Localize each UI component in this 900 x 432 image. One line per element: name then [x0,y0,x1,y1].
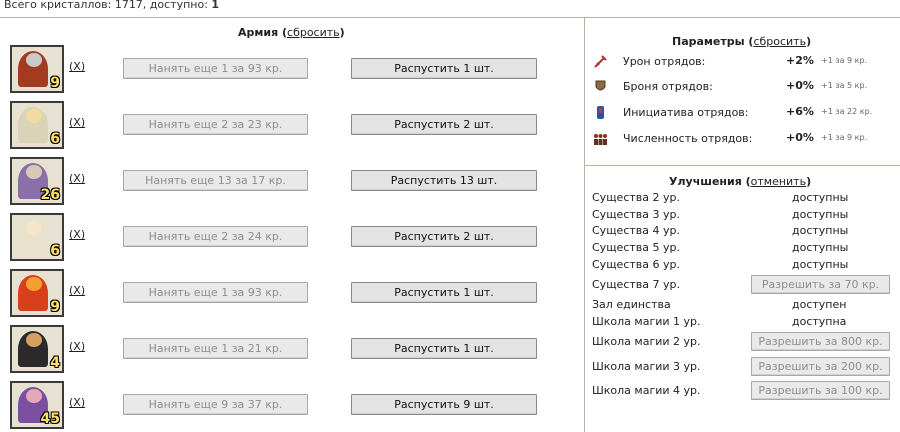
dismiss-button[interactable]: Распустить 9 шт. [351,394,537,415]
unit-row [0,269,584,319]
unit-row [0,101,584,151]
param-row-armor[interactable] [593,77,898,97]
upgrade-label: Существа 2 ур. [592,191,680,204]
hire-button[interactable]: Нанять еще 1 за 93 кр. [123,282,308,303]
upgrade-label: Школа магии 4 ур. [592,384,701,397]
dismiss-button[interactable]: Распустить 1 шт. [351,282,537,303]
crystals-available: 1 [211,0,220,11]
army-title-text: Армия [238,26,279,39]
unit-portrait[interactable] [10,45,64,93]
params-reset-link[interactable]: сбросить [753,35,807,48]
upgrade-row [592,191,897,207]
dismiss-button[interactable]: Распустить 1 шт. [351,58,537,79]
right-panel-divider [585,165,900,166]
param-row-damage[interactable] [593,52,898,72]
upgrade-row [592,335,897,351]
param-label: Численность отрядов: [623,132,753,145]
upgrade-label: Школа магии 2 ур. [592,335,701,348]
remove-unit-link[interactable]: (X) [69,340,86,353]
param-cost: +1 за 9 кр. [821,133,868,142]
unit-portrait[interactable] [10,213,64,261]
upgrade-row [592,315,897,331]
crystals-summary [4,0,219,12]
unit-count: 26 [40,187,60,203]
unit-portrait[interactable] [10,381,64,429]
column-divider [584,17,585,432]
upgrade-label: Школа магии 1 ур. [592,315,701,328]
param-row-numbers[interactable] [593,129,898,149]
upgrade-label: Зал единства [592,298,671,311]
param-row-initiative[interactable] [593,103,898,123]
upgrade-row [592,384,897,400]
hire-button[interactable]: Нанять еще 1 за 93 кр. [123,58,308,79]
upgrade-row [592,298,897,314]
unit-row [0,157,584,207]
dismiss-button[interactable]: Распустить 1 шт. [351,338,537,359]
param-cost: +1 за 9 кр. [821,56,868,65]
unit-portrait[interactable] [10,101,64,149]
param-cost: +1 за 5 кр. [821,81,868,90]
upgrade-row [592,241,897,257]
upgrade-row [592,278,897,294]
unit-row [0,325,584,375]
unit-portrait[interactable] [10,157,64,205]
unit-row [0,381,584,431]
unit-portrait[interactable] [10,325,64,373]
remove-unit-link[interactable]: (X) [69,228,86,241]
remove-unit-link[interactable]: (X) [69,396,86,409]
unit-count: 4 [50,355,60,371]
dismiss-button[interactable]: Распустить 2 шт. [351,114,537,135]
param-value: +2% [786,54,814,67]
remove-unit-link[interactable]: (X) [69,172,86,185]
remove-unit-link[interactable]: (X) [69,60,86,73]
unlock-button[interactable]: Разрешить за 100 кр. [751,381,890,400]
header-divider [0,17,900,18]
upgrade-label: Школа магии 3 ур. [592,360,701,373]
numbers-icon [593,131,608,146]
upgrade-label: Существа 5 ур. [592,241,680,254]
param-cost: +1 за 22 кр. [821,107,873,116]
param-label: Инициатива отрядов: [623,106,749,119]
params-title-text: Параметры [672,35,745,48]
hire-button[interactable]: Нанять еще 2 за 24 кр. [123,226,308,247]
upgrades-cancel-link[interactable]: отменить [750,175,807,188]
upgrade-label: Существа 4 ур. [592,224,680,237]
remove-unit-link[interactable]: (X) [69,116,86,129]
army-reset-link[interactable]: сбросить [287,26,340,39]
unlock-button[interactable]: Разрешить за 70 кр. [751,275,890,294]
params-title: Параметры (сбросить) [672,35,812,48]
remove-unit-link[interactable]: (X) [69,284,86,297]
param-value: +0% [786,79,814,92]
unit-count: 6 [50,243,60,259]
damage-icon [593,54,608,69]
unlock-button[interactable]: Разрешить за 200 кр. [751,357,890,376]
param-label: Урон отрядов: [623,55,706,68]
unit-row [0,213,584,263]
hire-button[interactable]: Нанять еще 9 за 37 кр. [123,394,308,415]
upgrade-status: доступны [792,241,849,254]
unlock-button[interactable]: Разрешить за 800 кр. [751,332,890,351]
dismiss-button[interactable]: Распустить 13 шт. [351,170,537,191]
unit-count: 6 [50,131,60,147]
upgrade-row [592,224,897,240]
param-value: +0% [786,131,814,144]
unit-portrait[interactable] [10,269,64,317]
upgrade-status: доступны [792,224,849,237]
upgrade-label: Существа 3 ур. [592,208,680,221]
unit-row [0,45,584,95]
unit-count: 9 [50,75,60,91]
unit-count: 45 [40,411,60,427]
upgrade-status: доступны [792,258,849,271]
upgrade-row [592,360,897,376]
upgrade-row [592,258,897,274]
upgrade-status: доступен [792,298,847,311]
upgrades-title-text: Улучшения [669,175,742,188]
hire-button[interactable]: Нанять еще 2 за 23 кр. [123,114,308,135]
unit-count: 9 [50,299,60,315]
upgrade-label: Существа 7 ур. [592,278,680,291]
param-value: +6% [786,105,814,118]
upgrade-status: доступны [792,208,849,221]
hire-button[interactable]: Нанять еще 1 за 21 кр. [123,338,308,359]
upgrade-status: доступна [792,315,847,328]
army-title: Армия (сбросить) [238,26,345,39]
upgrade-label: Существа 6 ур. [592,258,680,271]
upgrades-title: Улучшения (отменить) [669,175,812,188]
initiative-icon [593,105,608,120]
param-label: Броня отрядов: [623,80,713,93]
crystals-label: Всего кристаллов: 1717, доступно: [4,0,212,11]
upgrade-status: доступны [792,191,849,204]
armor-icon [593,79,608,94]
dismiss-button[interactable]: Распустить 2 шт. [351,226,537,247]
upgrade-row [592,208,897,224]
hire-button[interactable]: Нанять еще 13 за 17 кр. [123,170,308,191]
